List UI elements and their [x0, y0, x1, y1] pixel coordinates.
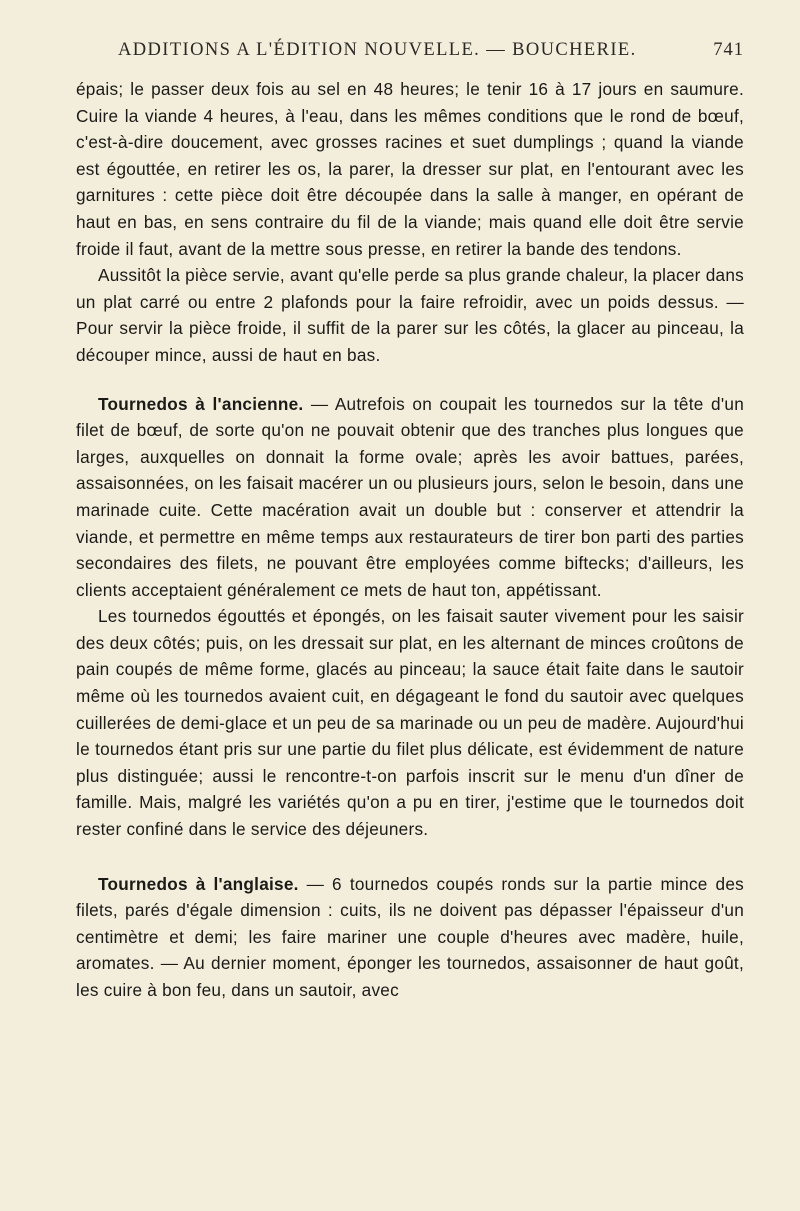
- paragraph-cooling: [76, 262, 744, 368]
- body-text: [76, 76, 744, 1004]
- paragraph-text: — Autrefois on coupait les tournedos sur la tête d'un filet de bœuf, de sorte qu'on ne pouvait obtenir que des tranches plus longues que larges, auxquelles on donnait la forme ovale; après les avoir battues, parées, assaisonnées, on les faisait macérer un ou plusieurs jours, selon le besoin, dans une marinade cuite. Cette macération avait un double but : conserver et attendrir la viande, et permettre en même temps aux restaurateurs de tirer bon parti des parties secondaires des filets, ne pouvant être employées comme biftecks; d'ailleurs, les clients acceptaient généralement ce mets de haut ton, appétissant.: [76, 393, 745, 600]
- section-heading: Tournedos à l'anglaise.: [98, 873, 299, 894]
- paragraph-continued: [76, 76, 744, 262]
- running-header: [76, 40, 744, 70]
- paragraph-text: Les tournedos égouttés et épongés, on les faisait sauter vivement pour les saisir des deux côtés; puis, on les dressait sur plat, en les alternant de minces croûtons de pain coupés de même forme, glacés au pinceau; la sauce était faite dans le sautoir même où les tournedos avaient cuit, en dégageant le fond du sautoir avec quelques cuillerées de demi-glace et un peu de sa marinade ou un peu de madère. Aujourd'hui le tournedos étant pris sur une partie du filet plus délicate, est évidemment de nature plus distinguée; aussi le rencontre-t-on parfois inscrit sur le menu d'un dîner de famille. Mais, malgré les variétés qu'on a pu en tirer, j'estime que le tournedos doit rester confiné dans le service des déjeuners.: [76, 606, 744, 840]
- paragraph-text: Aussitôt la pièce servie, avant qu'elle perde sa plus grande chaleur, la placer dans un plat carré ou entre 2 plafonds pour la faire refroidir, avec un poids dessus. — Pour servir la pièce froide, il suffit de la parer sur les côtés, la glacer au pinceau, la découper mince, aussi de haut en bas.: [76, 265, 744, 365]
- paragraph-text: — 6 tournedos coupés ronds sur la partie mince des filets, parés d'égale dimension : cuits, ils ne doivent pas dépasser l'épaisseur d'un centimètre et demi; les faire mariner une couple d'heures avec madère, huile, aromates. — Au dernier moment, éponger les tournedos, assaisonner de haut goût, les cuire à bon feu, dans un sautoir, avec: [76, 873, 744, 1000]
- page-number: 741: [713, 40, 744, 60]
- paragraph-tournedos-ancienne-cont: [76, 603, 744, 842]
- running-title: ADDITIONS A L'ÉDITION NOUVELLE. — BOUCHERIE.: [118, 40, 637, 60]
- paragraph-tournedos-ancienne: [76, 391, 744, 604]
- paragraph-text: épais; le passer deux fois au sel en 48 heures; le tenir 16 à 17 jours en saumure. Cuire la viande 4 heures, à l'eau, dans les mêmes conditions que le rond de bœuf, c'est-à-dire doucement, avec grosses racines et suet dumplings ; quand la viande est égouttée, en retirer les os, la parer, la dresser sur plat, en l'entourant avec les garnitures : cette pièce doit être découpée dans la salle à manger, en opérant de haut en bas, en sens contraire du fil de la viande; mais quand elle doit être servie froide il faut, avant de la mettre sous presse, en retirer la bande des tendons.: [76, 79, 744, 259]
- paragraph-tournedos-anglaise: [76, 871, 744, 1004]
- section-heading: Tournedos à l'ancienne.: [98, 393, 304, 414]
